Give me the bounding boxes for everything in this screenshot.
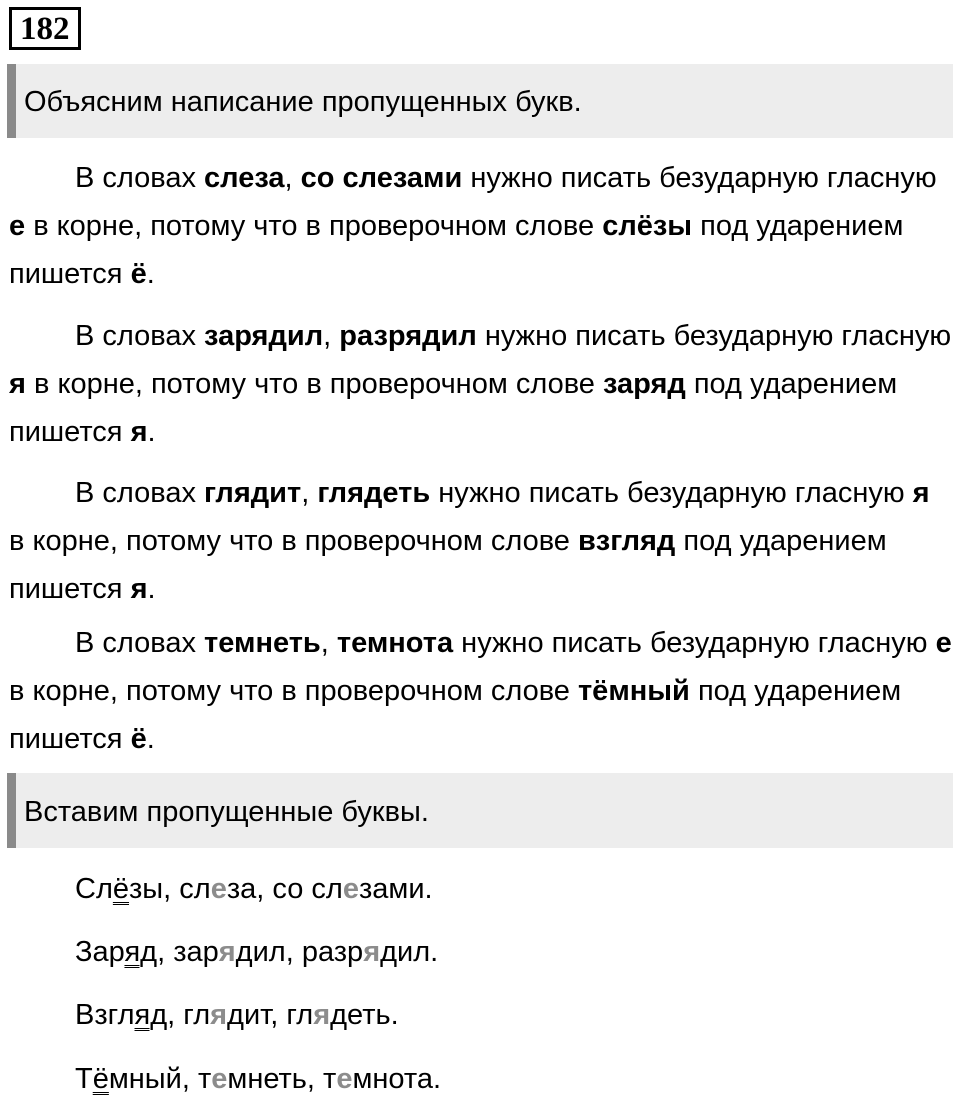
section-banner-insert: Вставим пропущенные буквы. xyxy=(7,773,953,848)
section-banner-explain: Объясним написание пропущенных букв. xyxy=(7,64,953,138)
answer-line: Заряд, зарядил, разрядил. xyxy=(75,936,439,968)
exercise-number: 182 xyxy=(9,7,81,50)
answer-line: Тёмный, темнеть, темнота. xyxy=(75,1063,442,1095)
explanation-paragraph: В словах слеза, со слезами нужно писать безударную гласную е в корне, потому что в проверочном слове слёзы под ударением пишется ё. xyxy=(9,162,937,290)
explanation-paragraph: В словах темнеть, темнота нужно писать безударную гласную е в корне, потому что в проверочном слове тёмный под ударением пишется ё. xyxy=(9,627,952,755)
answer-line: Взгляд, глядит, глядеть. xyxy=(75,999,399,1031)
explanation-paragraph: В словах зарядил, разрядил нужно писать безударную гласную я в корне, потому что в проверочном слове заряд под ударением пишется я. xyxy=(9,320,952,448)
explanation-paragraph: В словах глядит, глядеть нужно писать безударную гласную я в корне, потому что в проверочном слове взгляд под ударением пишется я. xyxy=(9,477,930,605)
answer-line: Слёзы, слеза, со слезами. xyxy=(75,873,433,905)
